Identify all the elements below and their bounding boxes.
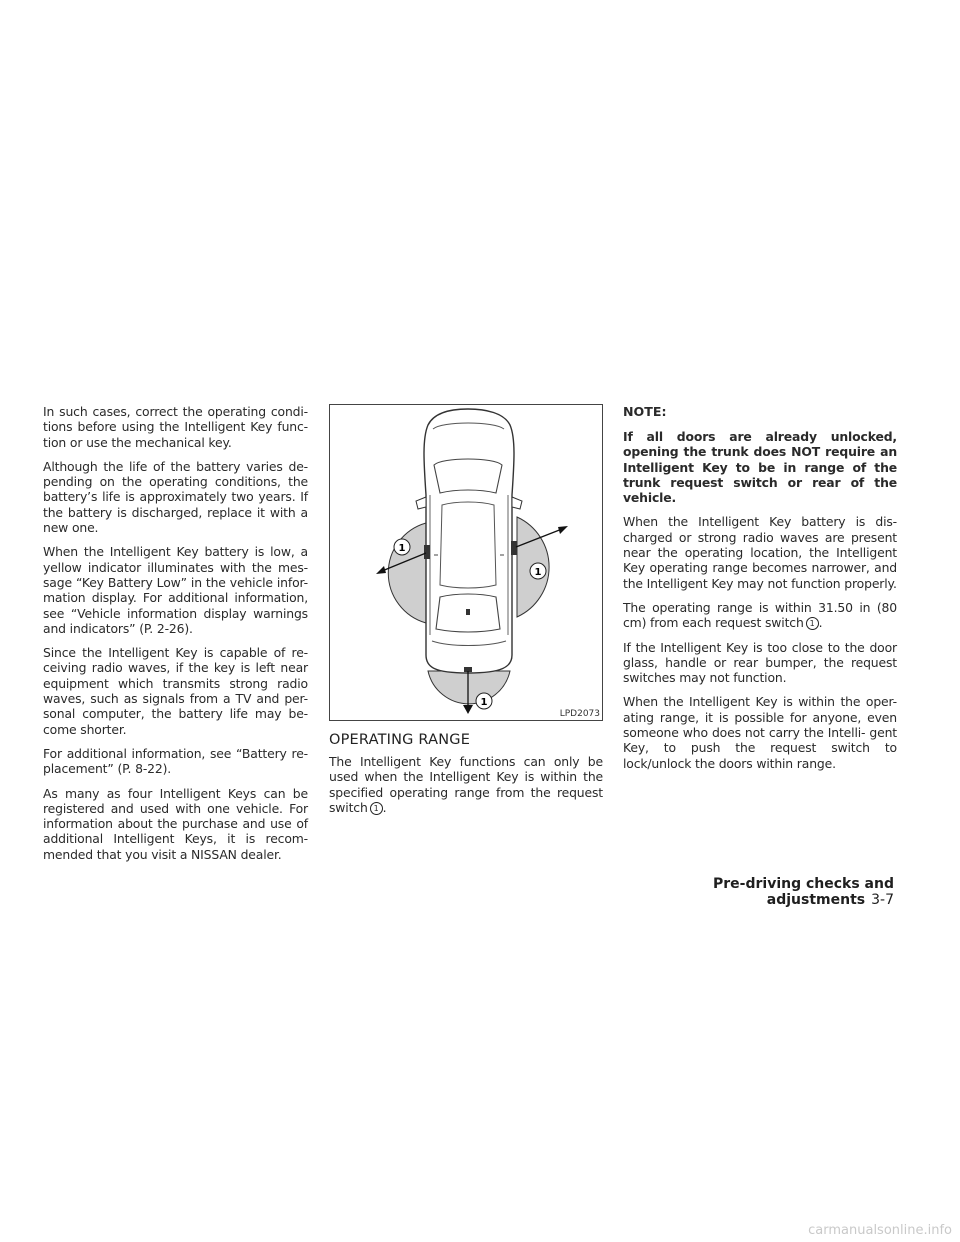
watermark: carmanualsonline.info bbox=[808, 1223, 952, 1238]
paragraph: When the Intelligent Key battery is low, a yellow indicator illuminates with the mes- sage “Key Battery Low” in the vehicle infor- mation display. For additional information, see “Vehicle information display warnings and indicators” (P. 2-26). bbox=[43, 544, 308, 636]
note-text: If all doors are already unlocked, opening the trunk does NOT require an Intelligent Key to be in range of the trunk request switch or rear of the vehicle. bbox=[623, 429, 897, 506]
callout-reference: 1 bbox=[370, 802, 383, 815]
column-right bbox=[623, 404, 897, 780]
operating-range-figure bbox=[329, 404, 603, 721]
page-number: 3-7 bbox=[871, 892, 894, 908]
column-left bbox=[43, 404, 308, 871]
paragraph bbox=[623, 600, 897, 631]
paragraph: Although the life of the battery varies de- pending on the operating conditions, the battery’s life is approximately two years. If the battery is discharged, replace it with a new one. bbox=[43, 458, 308, 536]
callout-1-right bbox=[530, 563, 546, 579]
left-door-range-zone bbox=[388, 523, 426, 623]
section-heading: OPERATING RANGE bbox=[329, 732, 471, 748]
callout-label: 1 bbox=[398, 543, 406, 554]
callout-1-rear bbox=[476, 693, 492, 709]
section-title: Pre-driving checks and adjustments bbox=[713, 876, 894, 908]
callout-1-left bbox=[394, 539, 410, 555]
rear-range-zone bbox=[428, 671, 510, 704]
paragraph bbox=[329, 754, 603, 815]
paragraph-end: . bbox=[818, 615, 823, 631]
paragraph-text: The Intelligent Key functions can only be used when the Intelligent Key is within the specified operating range from the request switch bbox=[329, 754, 603, 815]
paragraph-text: The operating range is within 31.50 in (80 cm) from each request switch bbox=[623, 599, 897, 631]
right-request-switch bbox=[511, 541, 517, 555]
paragraph: When the Intelligent Key battery is dis- charged or strong radio waves are present near the operating location, the Intelligent Key operating range becomes narrower, and the Intelligent Key may not function properly. bbox=[623, 514, 897, 591]
paragraph: When the Intelligent Key is within the oper- ating range, it is possible for anyone, even someone who does not carry the Intelli- gent Key, to push the request switch to lock/unlock the doors within range. bbox=[623, 694, 897, 771]
paragraph: In such cases, correct the operating condi- tions before using the Intelligent Key func- tion or use the mechanical key. bbox=[43, 404, 308, 450]
note-title: NOTE: bbox=[623, 404, 667, 419]
figure-code: LPD2073 bbox=[559, 709, 600, 719]
roof bbox=[440, 502, 496, 588]
callout-label: 1 bbox=[534, 567, 542, 578]
page-footer bbox=[590, 876, 894, 908]
paragraph: For additional information, see “Battery re- placement” (P. 8-22). bbox=[43, 745, 308, 777]
column-middle bbox=[329, 404, 603, 824]
car-top-view-diagram bbox=[330, 405, 602, 720]
paragraph: Since the Intelligent Key is capable of re- ceiving radio waves, if the key is left near equipment which transmits strong radio waves, such as signals from a TV and per- sonal computer, the battery life may be- come shorter. bbox=[43, 645, 308, 737]
paragraph-end: . bbox=[382, 799, 387, 815]
windshield bbox=[434, 459, 502, 493]
paragraph: If the Intelligent Key is too close to the door glass, handle or rear bumper, the request switches may not function. bbox=[623, 639, 897, 686]
left-request-switch bbox=[424, 545, 430, 559]
callout-reference: 1 bbox=[806, 617, 819, 630]
paragraph: As many as four Intelligent Keys can be registered and used with one vehicle. For information about the purchase and use of additional Intelligent Keys, it is recom- mended that you visit a NISSAN dealer. bbox=[43, 785, 308, 862]
callout-label: 1 bbox=[480, 697, 488, 708]
